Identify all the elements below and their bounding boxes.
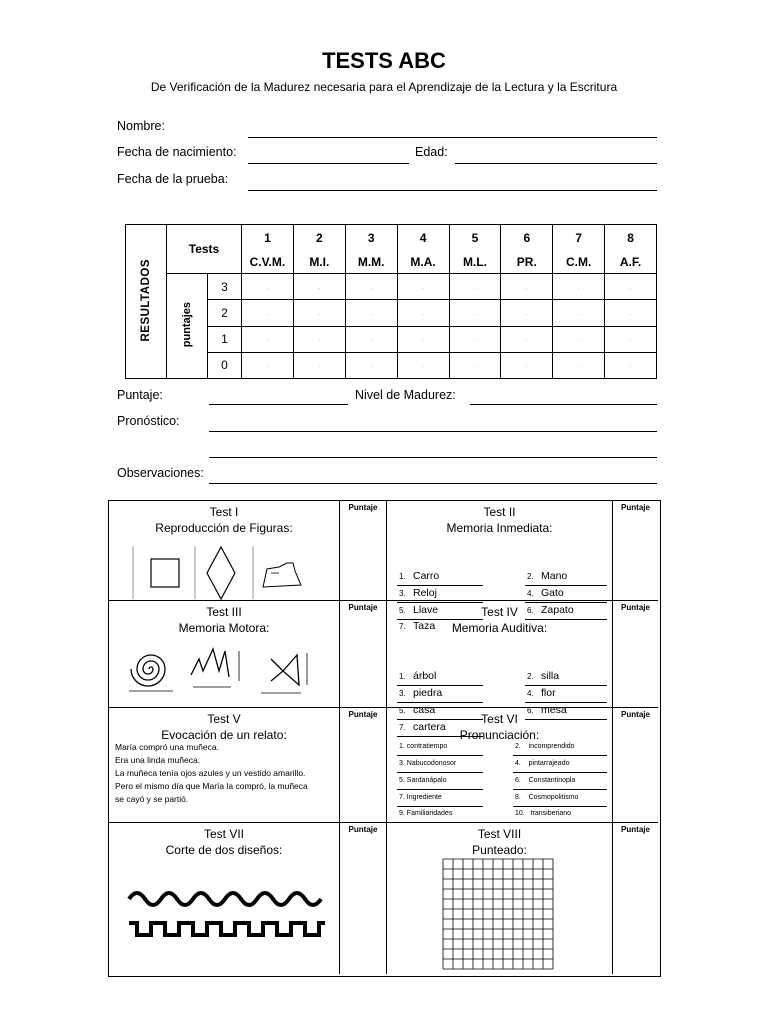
- test-7-title: Test VII: [203, 827, 244, 841]
- score-cell[interactable]: ·: [242, 352, 294, 378]
- puntaje-label: Puntaje: [621, 710, 650, 719]
- test-code: M.A.: [397, 251, 449, 274]
- test-6-subtitle: Pronunciación:: [459, 728, 540, 742]
- puntaje-label: Puntaje: [348, 710, 378, 719]
- test-8-title: Test VIII: [477, 827, 522, 841]
- score-cell[interactable]: ·: [397, 326, 449, 352]
- puntaje-label: Puntaje: [348, 503, 378, 512]
- page-title: TESTS ABC: [322, 48, 446, 73]
- list-item: 5. casa: [399, 704, 436, 716]
- list-item: 4. flor: [527, 687, 556, 699]
- list-item: 10. transiberiano: [515, 810, 572, 817]
- list-item: 7. cartera: [399, 721, 446, 733]
- score-cell[interactable]: ·: [553, 352, 605, 378]
- fecha-nacimiento-label: Fecha de nacimiento:: [117, 145, 237, 159]
- nombre-field[interactable]: [248, 137, 657, 138]
- test-number: 6: [501, 225, 553, 251]
- score-cell[interactable]: ·: [345, 274, 397, 300]
- test-code: M.M.: [345, 251, 397, 274]
- observaciones-label: Observaciones:: [117, 466, 204, 480]
- test-5-title: Test V: [207, 712, 241, 726]
- test-code: C.M.: [553, 251, 605, 274]
- test-4-score-cell[interactable]: [613, 601, 658, 708]
- test-number: 5: [449, 225, 501, 251]
- dotting-grid: [442, 858, 554, 970]
- score-cell[interactable]: ·: [449, 300, 501, 326]
- test-7-subtitle: Corte de dos diseños:: [165, 843, 283, 857]
- test-5-score-cell[interactable]: [340, 708, 387, 823]
- score-cell[interactable]: ·: [293, 274, 345, 300]
- score-cell[interactable]: ·: [345, 352, 397, 378]
- observaciones-field[interactable]: [209, 483, 657, 484]
- results-table: [125, 224, 657, 379]
- test-5-subtitle: Evocación de un relato:: [161, 728, 287, 742]
- list-item: 5. Sardanápalo: [399, 777, 447, 784]
- score-cell[interactable]: ·: [397, 300, 449, 326]
- list-item: 3. piedra: [399, 687, 443, 699]
- score-cell[interactable]: ·: [605, 300, 657, 326]
- list-item: 1. contratiempo: [399, 743, 448, 750]
- test-8-cell: [387, 823, 613, 974]
- results-side-label: RESULTADOS: [140, 258, 152, 342]
- puntaje-label: Puntaje: [621, 503, 650, 512]
- test-7-cell: [109, 823, 340, 974]
- list-item: 1. árbol: [399, 670, 437, 682]
- list-item: 2. Mano: [527, 570, 568, 582]
- score-cell[interactable]: ·: [553, 300, 605, 326]
- test-code: C.V.M.: [242, 251, 294, 274]
- score-cell[interactable]: ·: [242, 274, 294, 300]
- score-cell[interactable]: ·: [242, 326, 294, 352]
- test-4-title: Test IV: [481, 605, 518, 619]
- fecha-prueba-field[interactable]: [248, 190, 657, 191]
- list-item: 3. Reloj: [399, 587, 437, 599]
- puntaje-label: Puntaje: [621, 603, 650, 612]
- pronostico-field-2[interactable]: [209, 457, 657, 458]
- test-number: 1: [242, 225, 294, 251]
- test-2-subtitle: Memoria Inmediata:: [446, 521, 553, 535]
- score-cell[interactable]: ·: [293, 352, 345, 378]
- list-item: 9. Familiaridades: [399, 810, 453, 817]
- nivel-field[interactable]: [470, 404, 657, 405]
- list-item: 6. Zapato: [527, 604, 574, 616]
- test-3-title: Test III: [206, 605, 242, 619]
- tests-header: Tests: [167, 225, 242, 274]
- score-cell[interactable]: ·: [449, 274, 501, 300]
- fecha-prueba-label: Fecha de la prueba:: [117, 172, 229, 186]
- score-cell[interactable]: ·: [605, 274, 657, 300]
- pronostico-field[interactable]: [209, 431, 657, 432]
- list-item: 2. silla: [527, 670, 560, 682]
- test-code: PR.: [501, 251, 553, 274]
- test-6-cell: [387, 708, 613, 823]
- test-number: 3: [345, 225, 397, 251]
- puntajes-cell: [167, 274, 208, 379]
- fecha-nacimiento-field[interactable]: [248, 163, 409, 164]
- score-cell[interactable]: ·: [605, 352, 657, 378]
- test-4-subtitle: Memoria Auditiva:: [451, 621, 548, 635]
- cut-designs-drawing: [127, 891, 327, 951]
- score-label: 1: [208, 326, 242, 352]
- test-3-subtitle: Memoria Motora:: [178, 621, 270, 635]
- list-item: 3. Nabucodonosor: [399, 760, 457, 767]
- test-8-subtitle: Punteado:: [472, 843, 527, 857]
- edad-field[interactable]: [455, 163, 657, 164]
- score-cell[interactable]: ·: [553, 274, 605, 300]
- score-cell[interactable]: ·: [345, 300, 397, 326]
- test-3-score-cell[interactable]: [340, 601, 387, 708]
- score-cell[interactable]: ·: [242, 300, 294, 326]
- test-1-cell: [109, 501, 340, 601]
- list-item: 7. Taza: [399, 620, 436, 632]
- list-item: 6. Constantinopla: [515, 777, 576, 784]
- puntaje-label: Puntaje: [621, 825, 650, 834]
- test-8-score-cell[interactable]: [613, 823, 658, 974]
- test-1-subtitle: Reproducción de Figuras:: [155, 521, 293, 535]
- list-item: 7. Ingrediente: [399, 794, 442, 801]
- test-number: 8: [605, 225, 657, 251]
- puntajes-label: puntajes: [181, 302, 193, 348]
- list-item: 4. Gato: [527, 587, 564, 599]
- nombre-label: Nombre:: [117, 119, 165, 133]
- test-1-score-cell[interactable]: [340, 501, 387, 601]
- test-6-score-cell[interactable]: [613, 708, 658, 823]
- list-item: 1. Carro: [399, 570, 440, 582]
- test-6-title: Test VI: [481, 712, 518, 726]
- score-cell[interactable]: ·: [605, 326, 657, 352]
- list-item: 5. Llave: [399, 604, 439, 616]
- score-label: 0: [208, 352, 242, 378]
- list-item: 2. incomprendido: [515, 743, 575, 750]
- page-subtitle: De Verificación de la Madurez necesaria para el Aprendizaje de la Lectura y la Escritura: [150, 80, 618, 94]
- test-3-cell: [109, 601, 340, 708]
- puntaje-label: Puntaje: [348, 603, 378, 612]
- score-cell[interactable]: ·: [345, 326, 397, 352]
- list-item: 4. pintarrajeado: [515, 760, 570, 767]
- score-cell[interactable]: ·: [293, 300, 345, 326]
- test-number: 2: [293, 225, 345, 251]
- figures-drawing: [133, 541, 313, 599]
- puntaje-label: Puntaje: [348, 825, 378, 834]
- score-cell[interactable]: ·: [501, 352, 553, 378]
- score-cell[interactable]: ·: [501, 300, 553, 326]
- test-2-title: Test II: [483, 505, 516, 519]
- test-code: M.L.: [449, 251, 501, 274]
- pronostico-label: Pronóstico:: [117, 414, 180, 428]
- score-cell[interactable]: ·: [397, 274, 449, 300]
- list-item: 6. mesa: [527, 704, 567, 716]
- results-side-cell: [126, 225, 167, 379]
- score-cell[interactable]: ·: [449, 326, 501, 352]
- puntaje-label: Puntaje:: [117, 388, 163, 402]
- test-number: 4: [397, 225, 449, 251]
- test-code: M.I.: [293, 251, 345, 274]
- test-1-title: Test I: [209, 505, 239, 519]
- nivel-label: Nivel de Madurez:: [355, 388, 456, 402]
- list-item: 8. Cosmopolitismo: [515, 794, 579, 801]
- score-cell[interactable]: ·: [397, 352, 449, 378]
- score-cell[interactable]: ·: [293, 326, 345, 352]
- motor-drawing: [121, 641, 331, 705]
- score-cell[interactable]: ·: [553, 326, 605, 352]
- score-label: 3: [208, 274, 242, 300]
- score-cell[interactable]: ·: [449, 352, 501, 378]
- puntaje-field[interactable]: [209, 404, 348, 405]
- test-5-cell: [109, 708, 340, 823]
- score-cell[interactable]: ·: [501, 274, 553, 300]
- test-code: A.F.: [605, 251, 657, 274]
- score-cell[interactable]: ·: [501, 326, 553, 352]
- tests-grid: [108, 500, 661, 977]
- edad-label: Edad:: [415, 145, 448, 159]
- story-text: María compró una muñeca. Era una linda muñeca. La muñeca tenía ojos azules y un vestido amarillo. Pero el mismo día que María la compró, la muñeca se cayó y se partió.: [115, 742, 308, 804]
- score-label: 2: [208, 300, 242, 326]
- test-2-score-cell[interactable]: [613, 501, 658, 601]
- test-7-score-cell[interactable]: [340, 823, 387, 974]
- test-number: 7: [553, 225, 605, 251]
